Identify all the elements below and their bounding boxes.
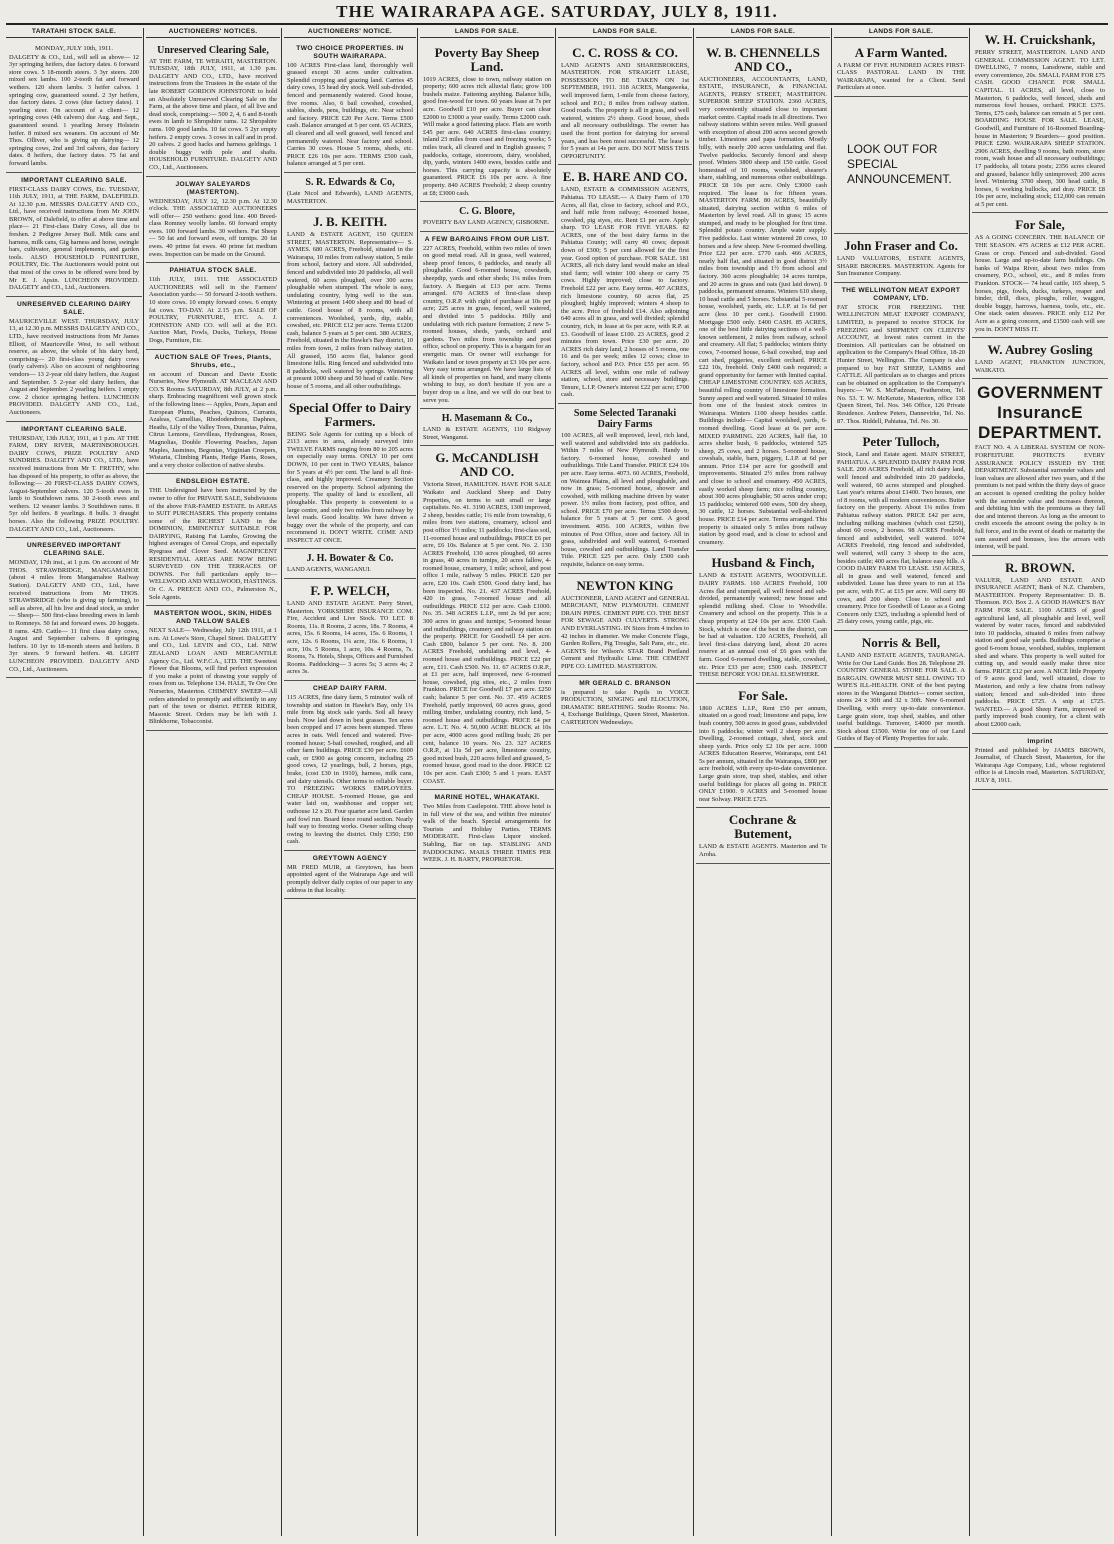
ad-title: F. P. WELCH,	[310, 583, 390, 599]
ad-title: H. Masemann & Co.,	[441, 413, 533, 425]
ad-body: 100 ACRES, all well improved, level, rich land, well watered and subdivided into six paddocks. Within 7 miles of New Plymouth. Handy to factory. 6-roomed house, cowshed and outbuildings. Title Land Transfer. PRICE £24 10s per acre. Easy terms. 4073. 60 ACRES, Freehold, on Waimea Plains, all level and ploughable, and now in grass; 5-roomed house, shower and cowshed, with milking machine driven by water power. 1½ miles from factory, post office, and school. PRICE £70 per acre. Terms £500 down, balance for 5 years at 5 per cent. A good investment. 4056. 100 ACRES, within five minutes of Post Office, store and factory. All in grass, subdivided and well watered, 6-roomed house, cowshed and outbuildings. Land Transfer Title. PRICE £25 per acre. Only £500 cash requisite, balance on easy terms.	[561, 431, 689, 569]
advertisement	[972, 213, 1108, 338]
ad-title: Peter Tulloch,	[862, 434, 940, 450]
column-divider	[693, 28, 694, 1536]
ad-body: A FARM OF FIVE HUNDRED ACRES FIRST-CLASS PASTORAL LAND IN THE WAIRARAPA, wanted for a Client. Send Particulars at once.	[837, 61, 965, 92]
ad-body: 100 ACRES First-class land, thoroughly well grassed except 30 acres under cultivation. Splendid cropping and grazing land. Carries 45 dairy cows, 15 head dry stock. Well sub-divided, fenced and permanently watered. Good house, five rooms. Also, 6 bail cowshed, cowshed, stables, sheds, pens, buildings, etc. Near school and factory. PRICE £20 Per Acre. Terms £500 cash. Balance arranged at 5 per cent. 65 ACRES, all cleared and all well grassed, well fenced and permanently watered. Near factory and school. Carries 30 cows. House 5 rooms, sheds, etc. PRICE £26 10s per acre. TERMS £500 cash, balance arranged at 5 per cent.	[287, 61, 413, 168]
advertisement	[284, 41, 416, 173]
advertisement	[972, 28, 1108, 213]
ad-title: IMPORTANT CLEARING SALE.	[21, 425, 127, 433]
ad-body: LAND & ESTATE AGENT, 150 QUEEN STREET, MASTERTON. Representative— S. AYMES. 680 ACRES, Freehold, situated in the Wairarapa, 10 miles from railway station, 5 mile from school, factory and store. All subdivided, fenced and subdivided into 20 paddocks, all well watered, 60 acres ploughed, over 300 acres ploughable when stumped. The whole is easy, undulating country, lying well to the sun. Wintering at present 1400 sheep and 80 head of cattle. Good house of 8 rooms, with all conveniences. Woolshed, yards, dip, stable, cowshed, etc. PRICE £12 per acre. Terms £1200 cash, balance 5 years at 5 per cent. 380 ACRES, Freehold, situated in the Hawke's Bay district, 10 miles from town, 2 miles from railway station. All grassed, 150 acres flat, balance good limestone hills. Ring fenced and subdivided into 8 paddocks, well watered by springs. Wintering at present 1000 sheep and 50 head of cattle. New house of 5 rooms, and all other outbuildings.	[287, 231, 413, 390]
column-heading: TARATAHI STOCK SALE.	[6, 28, 142, 38]
ad-body: AUCTIONEER, LAND AGENT and GENERAL MERCHANT, NEW PLYMOUTH. CEMENT DRAIN PIPES. CEMENT PIPE CO. THE BEST FOR SEWAGE AND CULVERTS. STRONG AND EVERLASTING. IN Sizes from 4 inches to 42 inches in diameter. We make Concrete Flags, Garden Rollers, Pig Troughs, Salt Pans, etc., etc. AGENTS for Wilson's STAR Brand Portland Cement and Hydraulic Lime. THE CEMENT PIPE CO. LIMITED. MASTERTON.	[561, 594, 689, 670]
column-6	[696, 28, 830, 1536]
ad-body: FACT NO. 4. A LIBERAL SYSTEM OF NON-FORFEITURE PROTECTS EVERY ASSURANCE POLICY ISSUED BY THE DEPARTMENT. Substantial surrender values and loan values are allowed after two years, and if the premium is not paid within the thirty days of grace an account is opened crediting the policy holder with the surrender value and increases thereon, and debiting him with the premiums as they fall due and interest thereon. As long as the amount to credit exceeds the amount owing the policy is in full force, and in the event of death or maturity the sum assured and bonuses, less the arrears with interest, will be paid.	[975, 444, 1105, 551]
ad-title: For Sale.	[738, 687, 788, 703]
ad-body: LAND AND ESTATE AGENT. Perry Street, Masterton. YORKSHIRE INSURANCE COM. Fire, Accident and Live Stock. TO LET. 8 Rooms, 11s. 8 Rooms, 2 acres, 18s. 7 Rooms, 4 acres, 15s. 6 Rooms, 14 acres, 15s. 6 Rooms, 1 acre, 12s. 6 Rooms, 1¼ acre, 16s. 6 Rooms, 1 acre, 10s. 5 Rooms, 1 acre, 10s. 4 Rooms, 7s. Rooms, 7s. Hotels, Shops, Offices and Furnished Rooms. Paddocking— 3 acres 5s; 3 acres 4s; 2 acres 3s.	[287, 600, 413, 676]
advertisement	[834, 631, 968, 748]
ad-title: Poverty Bay Sheep Land.	[434, 44, 540, 74]
ad-title: PAHIATUA STOCK SALE.	[169, 267, 257, 275]
ad-title: UNRESERVED CLEARING DAIRY SALE.	[16, 300, 132, 316]
advertisement	[146, 177, 280, 264]
ad-title: Unreserved Clearing Sale,	[157, 44, 269, 56]
advertisement	[972, 338, 1108, 379]
advertisement	[972, 556, 1108, 734]
advertisement	[6, 422, 142, 539]
column-divider	[831, 28, 832, 1536]
ad-title: Imprint	[1027, 737, 1053, 745]
advertisement	[6, 41, 142, 173]
ad-body: BEING Sole Agents for cutting up a block of 2113 acres in area, already surveyed into TWELVE FARMS ranging from 80 to 205 acres on especially easy terms. ONLY 10 per cent DOWN, 10 per cent in TWO YEARS, balance for 5 years at 4½ per cent. The land is all first-class, and highly improved. Creamery Section reserved on the property. School adjoining the property. The quality of land is excellent, all ploughable. This property is convenient to a large centre, and only two miles from railway by level roads. Good locality. We have driven a buggy over the whole of the property, and can recommend it. DON'T WRITE. COME AND INSPECT AT ONCE.	[287, 430, 413, 544]
ad-body: THE Undersigned have been instructed by the owner to offer for PRIVATE SALE, Subdivisions of the above FAR-FAMED ESTATE. In AREAS to SUIT PURCHASERS. This property contains some of the RICHEST LAND in the DOMINION, EMINENTLY SUITABLE FOR DAIRYING, Raising Fat Lambs, Growing the highest averages of Cereal Crops, and especially Ryegrass and Clover Seed. MAGNIFICENT RESIDENTIAL AREAS ARE NOW BEING SURVEYED ON THE TERRACES OF DOWNS. For full particulars apply to— WELLWOOD AND WELLWOOD, HASTINGS. Or C. A. PREECE AND CO., Palmerston N., Sole Agents.	[149, 487, 277, 601]
ad-body: LAND AGENTS AND SHAREBROKERS, MASTERTON. FOR STRAIGHT LEASE, POSSESSION TO BE TAKEN ON 1st SEPTEMBER, 1911. 318 ACRES, Mangaweka, well improved farm, 1-mile from cheese factory, school and P.O.; 8 miles from railway station. Good roads. The property is all in grass, and well watered, winters 2½ sheep. Good house, sheds and all necessary outbuildings. The owner has used the front portion for dairying for several years, and has been most successful. The lease is for 5 years at 14s per acre. DO NOT MISS THIS OPPORTUNITY.	[561, 61, 689, 160]
ad-body: AS A GOING CONCERN. THE BALANCE OF THE SEASON. 475 ACRES at £12 PER ACRE. Grass or crop. Fenced and sub-divided. Good house. Large and up-to-date farm buildings. On banks of Waipa River, about two miles from creamery, P.O., school, etc., and 8 miles from Frankton. STOCK— 74 head cattle, 165 sheep, 5 horses, pigs, fowls, ducks, turkeys, reaper and binder, drill, discs, ploughs, roller, waggon, double buggy, harrows, harness, tools, etc., etc. One stack oaten sheaves. PRICE only £12 Per Acre as a going concern, and £1500 cash will see you in. DON'T MISS IT.	[975, 234, 1105, 333]
ad-title: For Sale,	[1015, 217, 1065, 233]
ad-body: LAND & ESTATE AGENTS, 110 Ridgway Street, Wanganui.	[423, 426, 551, 441]
column-heading: LANDS FOR SALE.	[420, 28, 554, 38]
ad-body: LAND & ESTATE AGENTS. Masterton and Te Aroha.	[699, 843, 827, 859]
ad-body: PERRY STREET, MASTERTON. LAND AND GENERAL COMMISSION AGENT. TO LET. DWELLING, 7 rooms, Lansdowne, stable and every convenience, 20s. SMALL FARM FOR £75 CASH. GOOD CHANCE FOR SMALL CAPITAL. 11 ACRES, all level, close to Masterton, 6 paddocks, well fenced, sheds and numerous fowl houses, orchard. PRICE £375. Terms, £75 cash, balance can remain at 5 per cent. BOARDING HOUSE FOR SALE. LEASE, Goodwill, and Furniture of 16-Roomed Boarding-house in Masterton; 9 Boarders— good position. PRICE £290. WAIRARAPA SHEEP STATION. 2906 ACRES, dwelling 9 rooms, bath room, store room, wash house and all necessary outbuildings; 17 paddocks, all totara posts; 2356 acres cleared and grassed, balance hilly unimproved; 200 acres level. Wintering 3700 sheep, 300 head cattle, 8 horses, 6 working bullocks, and dray. PRICE £8 10s per acre, including stock; £12,000 can remain at 5 per cent.	[975, 49, 1105, 208]
column-4	[420, 28, 554, 1536]
ad-title: GOVERNMENT InsurancE DEPARTMENT.	[977, 383, 1103, 443]
advertisement	[420, 790, 554, 869]
ad-body: 227 ACRES, Freehold, within two miles of town on good metal road. All in grass, well watered, sheep proof fences, 6 paddocks, and nearly all ploughable. Good 6-roomed house, cowsheds, sheepdip, yards and other sheds; 1¼ miles from factory. A Bargain at £13 per acre. Terms arranged. 670 ACRES of first-class sheep country, O.R.P. with right of purchase at 10s per acre; 225 acres in grass, fenced, well watered, and divided into 5 paddocks. Hilly and undulating with rich pasture formation; 2 new 5-roomed houses, sheds, yards, orchard and gardens. Two miles from township and post office, school on property. This is a bargain for an energetic man. Or owner will exchange for Waikato land or town property at £3 10s per acre. Very easy terms arranged. We have large lists of all kinds of properties on hand, and many clients wishing to buy, so don't hesitate if you are a buyer drop us a line, and we will do our best to serve you.	[423, 244, 551, 404]
ad-body: LAND & ESTATE AGENTS, WOODVILLE. DAIRY FARMS. 160 ACRES Freehold, 100 Acres flat and stumped, all well fenced and sub-divided, permanently watered; new house and splendid milking shed. Close to Woodville. Creamery and school on the property. This is a cheap property at £24 10s per acre. £300 Cash. Stock, which is one of the best in the district, can be had at valuation. 120 ACRES, Freehold, all level first-class dairying land, about 20 acres reserve at an annual cost of £6 goes with the farm. Good 6-roomed dwelling, stable, cowshed, etc. Price £33 per acre; £500 cash. INSPECT THESE BEFORE YOU DEAL ELSEWHERE.	[699, 572, 827, 679]
ad-body: LAND VALUATORS, ESTATE AGENTS, SHARE BROKERS. MASTERTON. Agents for Sun Insurance Company.	[837, 254, 965, 278]
advertisement	[696, 41, 830, 552]
advertisement	[420, 41, 554, 203]
ad-title: IMPORTANT CLEARING SALE.	[21, 176, 127, 184]
ad-title: Some Selected Taranaki Dairy Farms	[573, 407, 677, 430]
ad-body: LAND, ESTATE & COMMISSION AGENTS, Pahiatua. TO LEASE.— A Dairy Farm of 170 Acres, all flat, close to factory, school and P.O., and half mile from railway; 4-roomed house, cowshed, pig styes, etc. Rent £1 per acre. Apply sharp. TO LEASE FOR FIVE YEARS. 82 ACRES, one of the best dairy farms in the Pahiatua County; will carry 40 cows; deposit down of £300; 5 per cent allowed for the first year. Good option of purchase. FOR SALE. 181 ACRES, all rich dairy land would make an ideal stud farm; will winter 100 sheep or carry 75 cows. Highly improved; close to factory. Freehold £22 per acre. Easy terms. 407 ACRES, rich limestone country, 60 acres flat, 25 ploughed; highly improved; winters 4 sheep to the acre. Price of freehold £14. Also adjoining 640 acres all in grass, and well divided; splendid country, rich, in lease at 6s per acre, with R.P. at £3. Goodwill of lease £100. 23 ACRES, good 2 minutes from town. Price £30 per acre. 20 ACRES rich dairy land, 2 houses of 5 rooms, one 16 and 6s per week; miles 12 cows; close to factory, school and P.O. Price £55 per acre. 95 ACRES all level, within one mile of railway station, school, store and necessary buildings. Tenure, L.I.P. Owner's interest £22 per acre; £700 cash.	[561, 186, 689, 399]
column-divider	[969, 28, 970, 1536]
ad-title: J. B. KEITH.	[312, 214, 388, 230]
masthead-rule	[6, 23, 1108, 25]
ad-body: MR FRED MUIR, at Greytown, has been appointed agent of the Wairarapa Age and will promptly deliver daily copies of our paper to any address in that locality.	[287, 863, 413, 894]
column-heading: AUCTIONEERS' NOTICE.	[284, 28, 416, 38]
advertisement	[420, 446, 554, 790]
ad-title: S. R. Edwards & Co,	[305, 176, 395, 188]
advertisement	[284, 396, 416, 550]
ad-body: Victoria Street, HAMILTON. HAVE FOR SALE Waikato and Auckland Sheep and Dairy Properties, on terms to suit small or large capitalists. No. 41. 3190 ACRES, 1300 improved, 2 sheep, besides cattle; 1¼ mile from township, 6 miles from two stations, creamery, school and post office 1½ miles; 11 paddocks; first-class soil, 11-roomed house and outbuildings. PRICE £6 per acre, £6 10s. Balance at 5 per cent. No. 2. 130 ACRES Freehold, 130 acres ploughed, 60 acres in grass, 40 acres in turnips, 20 acres fallow, 4-roomed house, creamery, 1 mile; school, and post office 1 mile, railway 5 miles. PRICE £20 per acre, £20 10s. Cash £500. Good dairy land, has been inspected. No. 21. 437 ACRES Freehold, 420 in grass, 7-roomed house and all outbuildings. PRICE £12 per acre. Cash £1000. No. 35. 348 ACRES L.I.P., rent 2s 9d per acre; 300 acres in grass and turnips; 5-roomed house and outbuildings, creamery and railway station on the property. PRICE for Goodwill £4 per acre. Cash £800, balance 5 per cent. No. 8. 200 ACRES Freehold, undulating and level, 4-roomed house and outbuildings. PRICE £22 per acre, £11. Cash £500. No. 11. 67 ACRES O.R.P., at £1 per acre, half improved, new 6-roomed house, cowshed, pig sties, etc., 2 miles from Frankton. PRICE for Goodwill £7 per acre. £250 cash; balance 5 per cent. No. 37. 459 ACRES Freehold, partly improved, 60 acres grass, good milling timber, undulating country, rich land, 5-roomed house and outbuildings. PRICE £4 per acre. L.T. No. 4. 50,000 ACRE BLOCK at 10s per acre, 4000 acres good milling bush; 26 per cent, balance 10 years. No. 23. 327 ACRES O.R.P., at 11s 5d per acre, limestone country, good mixed bush, 220 acres felled and grassed, 5-roomed house, good road to the door. PRICE £2 10s per acre. Cash £300; 5 and 1 years. EAST COAST.	[423, 481, 551, 785]
ad-body: LAND AND ESTATE AGENTS, TAURANGA. Write for Our Land Guide. Box 28. Telephone 29. COUNTRY GENERAL STORE FOR SALE. A BARGAIN. OWNER MUST SELL OWING TO WIFE'S ILL-HEALTH. ONE of the best paying stores in the Wanganui District— corner section, stores 24 x 30ft and 32 x 30ft. New 6-roomed Dwelling, with every up-to-date convenience. Large grain store, trap shed, stables, and other useful buildings. Turnover, £4000 per month. Stock about £1500. Write for one of our Land Guides of Bay of Plenty Properties for sale.	[837, 651, 965, 743]
advertisement	[972, 734, 1108, 790]
ad-title: TWO CHOICE PROPERTIES. IN SOUTH WAIRARAPA.	[296, 44, 404, 60]
column-heading: AUCTIONEERS' NOTICES.	[146, 28, 280, 38]
advertisement	[558, 574, 692, 676]
ad-title: ENDSLEIGH ESTATE.	[176, 478, 250, 486]
advertisement	[284, 210, 416, 395]
column-divider	[417, 28, 418, 1536]
ad-body: FAT STOCK FOR FREEZING. THE WELLINGTON MEAT EXPORT COMPANY, LIMITED, is prepared to receive STOCK for FREEZING and SHIPMENT ON CLIENTS' ACCOUNT, at lowest rates current in the Dominion. All particulars can be obtained on application to the Company's Head Office, 18-20 Hunter Street, Wellington. The Company is also prepared to buy FAT SHEEP, LAMBS and CATTLE. All particulars as to charges and prices can be obtained on application to the Company's buyers:— W. S. McFadzean, Featherston, Tel. No. 53. T. W. McKenzie, Masterton, office 138 Queen Street, Tel. Nos. 346 Office, 126 Private Residence. Andrew Peters, Dannevirke, Tel. No. 87. Thos. Riddell, Pahiatua, Tel. No. 30.	[837, 303, 965, 425]
ad-title: W. B. CHENNELLS AND CO.,	[706, 44, 820, 74]
ad-title: MASTERTON WOOL, SKIN, HIDES AND TALLOW SALES	[153, 610, 272, 626]
advertisement	[284, 579, 416, 681]
advertisement	[834, 97, 968, 234]
ad-title: AUCTION SALE OF Trees, Plants, Shrubs, etc.,	[154, 353, 272, 369]
ad-title: LOOK OUT FOR SPECIAL ANNOUNCEMENT.	[847, 141, 952, 186]
ad-body: VALUER, LAND AND ESTATE AND INSURANCE AGENT, Bank of N.Z. Chambers, MASTERTON. Property Representative: D. B. Thomson. P.O. Box 2. A GOOD HAWKE'S BAY FARM FOR SALE. 1100 ACRES of good agricultural land, all ploughable and level, well watered by water races, fenced and subdivided into 10 paddocks, situated 6 miles from railway station and good sale yards. Buildings comprise a good 6-room house, woolshed, stables, implement shed and whare. This property is well suited for cutting up, and would easily make three nice farms. PRICE £12 per acre. A NICE little Property of 9 acres good land, well situated, close to Masterton, and only a few chains from railway station; fenced and sub-divided into three paddocks. PRICE £725. A snip at £725. WANTED.— A good Sheep Farm, improved or partly improved bush country, for a client with about £2000 cash.	[975, 576, 1105, 728]
column-8	[972, 28, 1108, 1536]
ad-body: DALGETY & CO., Ltd., will sell as above— 12 3yr springing heifers, due factory dates. 6 forward store cows. 5 18-month steers. 3 3yr steers. 200 mixed sex lambs. 100 2-tooth fat and forward wethers. 120 shorn lambs. 3 heifer calves. 1 springing cow, guaranteed sound. 2 3yr heifers, due factory dates. 2 cows (due factory dates). 1 yearling steer. On account of a client— 12 springing cows (4th calvers) due Aug. and Sept., guaranteed sound. 1 yearling Jersey Holstein heifer. 8 mixed sex weaners. On account of Mr Thos. Olliver, who is giving up dairying— 12 springing cows, 2nd and 3rd calvers, due factory dates. 8 heifers, due factory dates. 75 fat and forward lambs.	[9, 53, 139, 167]
advertisement	[284, 851, 416, 899]
advertisement	[420, 202, 554, 232]
advertisement	[6, 538, 142, 678]
ad-body: AT THE FARM, TE WERAITI, MASTERTON. TUESDAY, 18th JULY, 1911, at 1.30 p.m. DALGETY AND CO., LTD., have received instructions from the Trustees in the estate of the late ROBERT GORDON JOHNSTONE to hold an Absolutely Unreserved Clearing Sale on the Farm, at the above time and place, of all live and dead stock, comprising:— 500 2, 4, 6 and 8-tooth ewes in lamb to Shropshire rams. 12 Shropshire rams. 100 good lambs. 10 fat cows. 5 2yr empty heifers. 2 empty cows. 3 cows in calf and in prod. 20 calves. 2 good hacks and harness geldings. 1 double buggy with pole and shafts. HOUSEHOLD FURNITURE. DALGETY AND CO., Ltd., Auctioneers.	[149, 57, 277, 171]
ad-title: C. G. Bloore,	[459, 206, 515, 218]
ad-body: Printed and published by JAMES BROWN, Journalist, of Church Street, Masterton, for the Wairarapa Age Company, Ltd., whose registered office is at Lincoln road, Masterton. SATURDAY, JULY 8, 1911.	[975, 746, 1105, 784]
column-2	[146, 28, 280, 1536]
column-1	[6, 28, 142, 1536]
ad-title: A Farm Wanted.	[854, 44, 948, 60]
ad-body: LAND AGENT, FRANKTON JUNCTION, WAIKATO.	[975, 359, 1105, 374]
ad-title: UNRESERVED IMPORTANT CLEARING SALE.	[26, 542, 122, 558]
advertisement	[420, 409, 554, 446]
ad-title: MONDAY, JULY 10th, 1911.	[35, 44, 113, 52]
advertisement	[284, 173, 416, 210]
advertisement	[284, 549, 416, 579]
column-heading: LANDS FOR SALE.	[558, 28, 692, 38]
ad-body: 11th JULY, 1911. THE ASSOCIATED AUCTIONEERS will sell in the Farmers' Association yards:— 50 forward 2-tooth wethers. 10 store cows. 10 empty forward cows. 6 empty fat cows. TO-DAY. At 2.15 p.m. SALE OF POULTRY, FURNITURE, ETC. A. J. JOHNSTON AND CO. will sell at the P.O. Auction Mart, Fowls, Ducks, Turkeys, House Dogs, Furniture, Etc.	[149, 276, 277, 344]
ad-title: GREYTOWN AGENCY	[312, 854, 388, 862]
ad-body: is prepared to take Pupils in VOICE PRODUCTION, SINGING and ELOCUTION, DRAMATIC BREATHING. Studio Rooms: No. 4, Exchange Buildings, Queen Street, Masterton. CARTERTON Wednesdays.	[561, 688, 689, 726]
advertisement	[284, 681, 416, 851]
ad-body: Stock, Land and Estate agent. MAIN STREET, PAHIATUA. A SPLENDID DAIRY FARM FOR SALE. 200 ACRES Freehold, all rich dairy land, well fenced and subdivided into 20 paddocks, well watered, 60 acres stumped and ploughed. Last year's returns about £1400. Two houses, one of 8 rooms, with all modern conveniences. Butter factory on the property. About 1¼ miles from Pahiatua railway station. PRICE £42 per acre, including milking machines (which cost £250), about 60 cows, 2 horses. 98 ACRES Freehold, fenced and subdivided, well watered. 1074 ACRES Freehold, ring fenced and subdivided, well watered, will carry 3 sheep to the acre, besides cattle; 400 acres flat, balance easy hills. A COOD DAIRY FARM TO LEASE. 150 ACRES, all in grass and well watered, fenced and subdivided. Lease has three years to run at 15s per acre, with P.C. at £15 per acre. Will carry 80 cows, and 200 sheep. Close to school and creamery. Price for Goodwill of Lease as a Going Concern only £325, including a splendid herd of 25 dairy cows, young cattle, pigs, etc.	[837, 451, 965, 626]
ad-body: on account of Duncan and Davie Exotic Nurseries, New Plymouth. AT MACLEAN AND CO.'S Rooms SATURDAY, 8th JULY, at 2 p.m. sharp. Embracing magnificent well grown stock of the following lines:— Apples, Pears, Japan and European Plums, Peaches, Quinces, Currants, Azaleas, Camellias, Rhododendrons, Daphnes, Heaths, Lily of the Valley Trees, Durantas, Palms, Citrus Lemons, Grevilleas, Hydrangeas, Roses, Magnolias, Double Flowering Peaches, Japan Maples, Jasmines, Begonias, Virginian Creepers, Wistaria, Climbing Plants, Hedge Plants, Roses, and a very choice collection of native shrubs.	[149, 370, 277, 469]
advertisement	[834, 430, 968, 631]
ad-title: CHEAP DAIRY FARM.	[312, 685, 388, 692]
ad-title: Husband & Finch,	[711, 555, 815, 571]
ad-title: E. B. HARE AND CO.	[562, 169, 688, 185]
column-divider	[555, 28, 556, 1536]
advertisement	[146, 41, 280, 177]
advertisement	[6, 297, 142, 422]
advertisement	[696, 684, 830, 809]
ad-body: POVERTY BAY LAND AGENCY, GISBORNE.	[423, 219, 550, 227]
advertisement	[696, 808, 830, 863]
ad-title: W. Aubrey Gosling	[987, 342, 1093, 358]
ad-body: WEDNESDAY, JULY 12, 12.30 p.m. At 12.30 o'clock. THE ASSOCIATED AUCTIONEERS will offer— 250 wethers: good line. 400 Breed-class Romney woolly lambs. 60 forward empty ewes. 100 forward lambs. 30 wethers. Fat Sheep— 50 fat and forward ewes, off turnips. 20 fat ewes. 40 prime fat ewes. 40 prime fat medium ewes. Inspection can be made on the Ground.	[149, 197, 277, 258]
column-3	[284, 28, 416, 1536]
advertisement	[146, 606, 280, 731]
ad-title: MR GERALD C. BRANSON	[579, 679, 671, 687]
ad-body: AUCTIONEERS, ACCOUNTANTS, LAND, ESTATE, INSURANCE, & FINANCIAL AGENTS, PERRY STREET, MASTERTON. SUPERIOR SHEEP STATION. 2360 ACRES, very conveniently situated close to important market centre. Capital roads in all directions. Two railway stations within seven miles. Well grassed with exception of about 200 acres second growth timber. Limestone and papa formation. Mostly hilly, with nearly 200 acres undulating and flat. Twelve paddocks. Securely fenced and sheep proof. Winters 3800 sheep and 150 cattle. Good homestead of 10 rooms, woolshed, shearer's share, stabling, and numerous other outbuildings. PRICE £8 10s per acre. Only £3000 cash required. The lease is for fifteen years. MASTERTON FARM. 80 ACRES, beautifully situated, dairying section within 6 miles of Masterton by level road. All in grass; 15 acres stumped, and ready to be ploughed for first time. Splendid potato country. Ample water supply. Five paddocks. Last winter wintered 28 cows, 10 horses and a few sheep. New 6-roomed dwelling. Price £22 per acre. £770 cash. 466 ACRES, nearly half flat, and situated in good district 3½ miles from township and 1½ from school and factory. 360 acres ploughable; 14 acres turnips, and 20 acres in grass and oats (just laid down). 9 paddocks, permanent streams. Winters 610 sheep, 10 head cattle and 5 horses. Substantial 5-roomed house, woolshed, yards, etc. L.I.P. at 1s 6d per acre (less 10 per cent.). Goodwill £1900. Mortgage £500 only. £400 CASH. 85 ACRES, one of the best little dairying sections of a well-known settlement, 2 miles from railway, school and creamery. All flat; 5 paddocks; winters thirty cows, 7-roomed house, 6-bail cowshed, trap and cart shed, piggeries, excellent orchard. PRICE £22 10s, freehold. Only £400 cash required; a grand opportunity for farmer with limited capital. CHEAP LIMESTONE COUNTRY. 635 ACRES, beautiful rolling country of limestone formation. Sunny aspect and well watered. Situated 10 miles from one of the busiest stock centres in Wairarapa. Winters 1100 sheep besides cattle. Buildings include— Capital woolshed, yards, 6-roomed dwelling. Good lease at 6s per acre. MIXED FARMING. 220 ACRES, half flat, 10 acres shelter bush, 6 paddocks, wintered 525 sheep, 25 cows, and 2 horses. 5-roomed house, cowshals, stable, barn, piggery, L.I.P. at 6d per annum. Price £14 per acre for goodwill and improvements. Situated 2½ miles from railway and close to school and creamery. 450 ACRES, easily worked sheep farm; nice rolling country, about 300 acres ploughable; 50 acres under crop; 15 paddocks; wintered 600 ewes, 500 dry sheep, 30 cattle, 12 horses. Substantial well-sheltered house. PRICE £14 per acre. Terms arranged. This property is situated only 5 miles from railway station by good road, and is close to school and creamery.	[699, 75, 827, 546]
ad-body: 1860 ACRES L.I.P., Rent £50 per annum, situated on a good road; limestone and papa, low bush country, 500 acres in good grass, subdivided into 6 paddocks; winter well 2 sheep per acre. Dwelling, 2-roomed cottage, shed, stock and sheep yards. Price only £2 10s per acre. 1000 ACRES Education Reserve, Wairarapa, rent £41 5s per annum, situated in the Wairarapa, £800 per acre freehold, with every up-to-date convenience. Large grain store, trap shed, stables, and other useful buildings for places all going in. PRICE ONLY £1900. 9 ACRES and 5-roomed house near Solway. PRICE £725.	[699, 704, 827, 803]
ad-title: Cochrane & Butement,	[728, 812, 798, 842]
ad-title: John Fraser and Co.	[844, 237, 958, 253]
column-7	[834, 28, 968, 1536]
ad-body: LAND AGENTS, WANGANUI.	[287, 566, 372, 574]
advertisement	[146, 350, 280, 475]
ad-title: THE WELLINGTON MEAT EXPORT COMPANY, LTD.	[841, 286, 961, 302]
ad-title: Special Offer to Dairy Farmers.	[288, 399, 412, 429]
advertisement	[146, 474, 280, 606]
ad-title: A FEW BARGAINS FROM OUR LIST.	[424, 235, 550, 243]
ad-title: R. BROWN.	[1005, 559, 1075, 575]
ad-title: W. H. Cruickshank,	[984, 32, 1096, 47]
column-heading: LANDS FOR SALE.	[834, 28, 968, 38]
ad-body: MAURICEVILLE WEST. THURSDAY, JULY 13, at 12.30 p.m. MESSRS DALGETY AND CO., LTD., have received instructions from Mr James Elliott, of Mauriceville West, to sell without reserve, as above, the whole of his dairy herd, comprising— 20 first-class young dairy cows (early calvers). Also on account of neighbouring vendors— 13 2-year old dairy heifers, due August and September. 5 2-year old dairy heifers, due August and September. 2 yearling heifers. 1 empty cow. 2 choice springing heifers. LUNCHEON PROVIDED. DALGETY AND CO., Ltd., Auctioneers.	[9, 317, 139, 416]
ad-body: 1019 ACRES, close to town, railway station on property; 600 acres rich alluvial flats; grow 100 bushels maize. Fattening anything. Balance hills, good free-wood for town. 60 years lease at 7s per acre. Goodwill £10 per acre. Buyer can clear £2000 to £3000 a year easily. Terms £2000 cash. Will make a good fattening place. Flats are worth £45 per acre. 640 ACRES first-class country; inland 23 miles from coast and freezing works; 5 miles track, all cleared and in English grasses; 7 paddocks, cottage, storeroom, dairy, woolshed, dip, yards, winters 1400 ewes, besides cattle and horses. This carrying capacity is absolutely guaranteed. PRICE £6 10s per acre. A fine property. 840 ACRES Freehold; 2 sheep country at £8; £3000 cash.	[423, 75, 551, 197]
ad-body: NEXT SALE— Wednesday, July 12th 1911, at 1 o.m. At Lowe's Store, Chapel Street. DALGETY and CO., Ltd. LEVIN and CO., Ltd. NEW ZEALAND LOAN AND MERCANTILE Agency Co., Ltd. W.F.C.A., LTD. THE Sweetest Flower that Blooms, will find perfect expression if you make a point of drawing your supply of roses from us. Telephone 134. HALE, Te Ore Ore Nurseries, Masterton. CHIMNEY SWEEP.—All orders attended to promptly and efficiently in any part of the town or district. PETER RIDER, Masonic Street. Orders may be left with J. Blinkhorne, Tobacconist.	[149, 627, 277, 726]
ad-title: NEWTON KING	[576, 577, 674, 593]
ad-title: G. McCANDLISH AND CO.	[435, 450, 539, 480]
column-5	[558, 28, 692, 1536]
advertisement	[146, 263, 280, 349]
ad-body: Two Miles from Castlepoint. THE above hotel is in full view of the sea, and within five minutes' walk of the beach. Special arrangements for Tourists and Holiday Parties. TERMS MODERATE. First-class Liquor stocked. Stabling, Bar on tap. STABLING AND PADDOCKING. MAILS THREE TIMES PER WEEK. J. H. BARTY, PROPRIETOR.	[423, 803, 551, 864]
advertisement	[696, 551, 830, 683]
advertisement	[834, 41, 968, 97]
ad-title: J. H. Bowater & Co.	[306, 553, 394, 565]
advertisement	[6, 173, 142, 297]
advertisement	[558, 676, 692, 732]
ad-body: FIRST-CLASS DAIRY COWS, Etc. TUESDAY, 11th JULY, 1911, at THE FARM, DALEFIELD. At 12.30 p.m. MESSRS DALGETY AND CO., Ltd., have received instructions from Mr JOHN BROWN, of Dalefield, to offer at above time and place— 21 First-class Dairy Cows, all due to freshen. 2 Pedigree Jersey Bull. Milk cans and harness, milk cans, Gig harness and horse, swingle bars, cultivator, general implements, and garden tools. ALSO HOUSEHOLD FURNITURE, POULTRY, Etc. The Auctioneers would point out that most of the cows to be offered were bred by Mr E. J. Apsin. LUNCHEON PROVIDED. DALGETY and CO., Ltd., Auctioneers.	[9, 185, 139, 292]
ad-body: THURSDAY, 13th JULY, 1911, at 1 p.m. AT THE FARM, DRY RIVER, MARTINBOROUGH. DAIRY COWS, PRIZE POULTRY AND SUNDRIES. DALGETY AND CO., LTD., have received instructions from Mr T. FRETHY, who has disposed of his property, to offer as above, the following:— 20 FIRST-CLASS DAIRY COWS, August-September calvers. 120 5-tooth ewes in lamb to Southdown rams. 30 2-tooth ewes and wethers. 12 weaner lambs. 3 Southdown rams. 8 5yr old heifers. 8 yearlings. 8 bulls. 3 draught horses. Also the following PRIZE POULTRY. DALGETY AND CO., Ltd., Auctioneers.	[9, 434, 139, 533]
column-divider	[143, 28, 144, 1536]
masthead: THE WAIRARAPA AGE. SATURDAY, JULY 8, 1911.	[336, 2, 778, 21]
column-heading: LANDS FOR SALE.	[696, 28, 830, 38]
advertisement	[558, 41, 692, 166]
ad-body: (Late Nicol and Edwards), LAND AGENTS, MASTERTON.	[287, 189, 413, 205]
ad-title: Norris & Bell,	[861, 634, 941, 650]
advertisement	[834, 283, 968, 431]
ad-body: MONDAY, 17th inst., at 1 p.m. On account of Mr THOS. STRAWBRIDGE, MANGAMAHOE (about 4 miles from Mangamahoe Railway Station). DALGETY AND CO., Ltd., have received instructions from Mr THOS. STRAWBRIDGE (who is giving up farming), to sell as above, all his live and dead stock, as under— Sheep— 500 first-class breeding ewes in lamb to Romneys. 50 fat and forward ewes. 20 hoggets. 8 rams. 429. Cattle— 11 first class dairy cows, August and September calvers. 8 springing heifers. 10 1yr to 18-month steers and heifers. 8 3yr steers. 9 forward heifers. 48. LIGHT LUNCHEON PROVIDED. DALGETY AND CO., Ltd., Auctioneers.	[9, 559, 139, 673]
ad-title: JOLWAY SALEYARDS (MASTERTON).	[175, 180, 251, 196]
advertisement	[420, 232, 554, 409]
column-divider	[281, 28, 282, 1536]
ad-title: C. C. ROSS & CO.	[572, 44, 678, 60]
advertisement	[558, 404, 692, 574]
ad-body: 115 ACRES, fine dairy farm, 5 minutes' walk of township and station in Hawke's Bay, only 1¼ mile from big stock sale yards. Soil all heavy bush. Now laid down in best grasses. Ten acres been cropped and 17 acres been stumped. Three acres in oats. Well fenced and watered. Five-roomed house; 5-bail cowshed, roughed, and all other farm buildings. PRICE £30 per acre. £600 cash, or £900 as going concern, including 25 good cows, 12 yearlings, bull, 2 horses, pigs, brake, (cost £30 in 1910), harness, milk cans, and dairy utensils. Other terms to reliable buyer. TO FREEZING WORKS EMPLOYEES. CHEAP HOUSE. 5-roomed House, gas and water laid on, washhouse and copper set; outhouse 12 x 20. Four quarter acre land. Garden and fowl run. Board fence round section. Nearly half way to freezing works. Owner selling cheap owing to leaving the district. Only £350; £90 cash.	[287, 694, 413, 846]
ad-title: MARINE HOTEL, WHAKATAKI.	[434, 794, 540, 802]
advertisement	[558, 165, 692, 404]
advertisement	[972, 379, 1108, 555]
advertisement	[834, 234, 968, 283]
